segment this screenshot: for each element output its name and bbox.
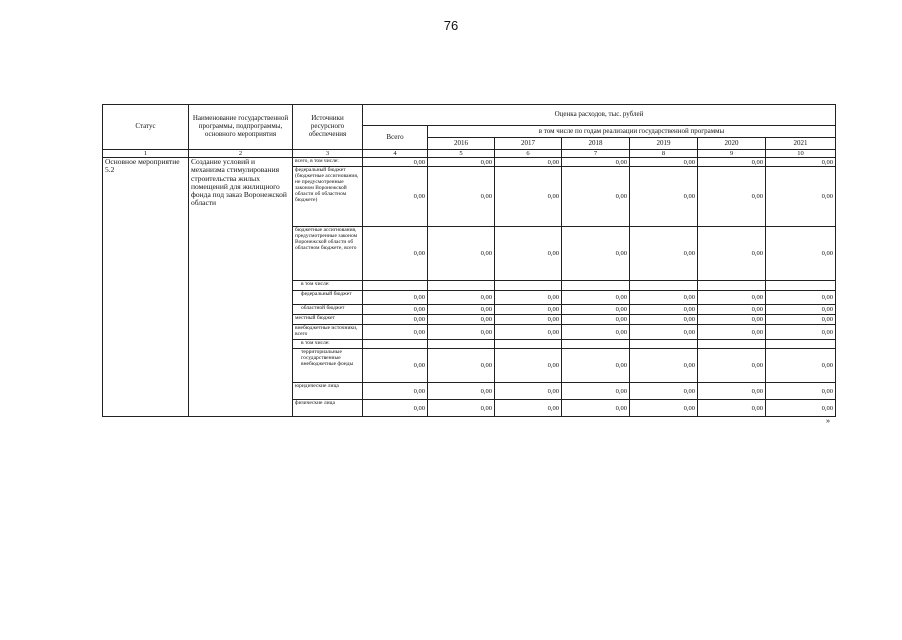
value-cell: 0,00 bbox=[630, 291, 698, 305]
value-cell: 0,00 bbox=[428, 167, 495, 227]
column-number: 1 bbox=[103, 150, 189, 158]
value-cell: 0,00 bbox=[495, 400, 562, 417]
value-cell: 0,00 bbox=[630, 167, 698, 227]
value-cell: 0,00 bbox=[766, 315, 836, 325]
value-cell bbox=[562, 340, 630, 349]
value-cell bbox=[562, 281, 630, 291]
value-cell: 0,00 bbox=[428, 291, 495, 305]
value-cell: 0,00 bbox=[428, 305, 495, 315]
source-cell: бюджетные ассигнования, предусмотренные законом Воронежской области об областном бюджете, всего bbox=[293, 227, 363, 281]
value-cell: 0,00 bbox=[630, 315, 698, 325]
source-cell: в том числе: bbox=[293, 340, 363, 349]
column-number: 4 bbox=[363, 150, 428, 158]
value-cell: 0,00 bbox=[495, 315, 562, 325]
column-number: 3 bbox=[293, 150, 363, 158]
value-cell: 0,00 bbox=[630, 349, 698, 383]
value-cell bbox=[363, 281, 428, 291]
value-cell: 0,00 bbox=[495, 305, 562, 315]
value-cell: 0,00 bbox=[630, 325, 698, 340]
value-cell: 0,00 bbox=[766, 227, 836, 281]
value-cell: 0,00 bbox=[766, 383, 836, 400]
header-year: 2019 bbox=[630, 138, 698, 150]
value-cell: 0,00 bbox=[698, 167, 766, 227]
value-cell: 0,00 bbox=[428, 383, 495, 400]
header-estimate: Оценка расходов, тыс. рублей bbox=[363, 105, 836, 126]
value-cell: 0,00 bbox=[698, 325, 766, 340]
value-cell: 0,00 bbox=[428, 349, 495, 383]
value-cell: 0,00 bbox=[630, 158, 698, 167]
value-cell: 0,00 bbox=[562, 325, 630, 340]
value-cell: 0,00 bbox=[495, 383, 562, 400]
source-cell: внебюджетные источники, всего bbox=[293, 325, 363, 340]
value-cell bbox=[630, 340, 698, 349]
source-cell: в том числе: bbox=[293, 281, 363, 291]
budget-table bbox=[102, 104, 836, 417]
value-cell: 0,00 bbox=[698, 227, 766, 281]
value-cell: 0,00 bbox=[766, 400, 836, 417]
value-cell: 0,00 bbox=[562, 167, 630, 227]
value-cell: 0,00 bbox=[562, 315, 630, 325]
value-cell: 0,00 bbox=[495, 349, 562, 383]
value-cell: 0,00 bbox=[630, 227, 698, 281]
column-number: 7 bbox=[562, 150, 630, 158]
program-name-cell: Создание условий и механизма стимулирования строительства жилых помещений для жилищного фонда под заказ Воронежской области bbox=[189, 158, 293, 417]
value-cell: 0,00 bbox=[766, 158, 836, 167]
value-cell: 0,00 bbox=[363, 305, 428, 315]
header-year: 2017 bbox=[495, 138, 562, 150]
value-cell: 0,00 bbox=[562, 349, 630, 383]
value-cell: 0,00 bbox=[766, 167, 836, 227]
value-cell: 0,00 bbox=[495, 227, 562, 281]
value-cell bbox=[495, 340, 562, 349]
value-cell bbox=[698, 281, 766, 291]
column-number: 6 bbox=[495, 150, 562, 158]
value-cell: 0,00 bbox=[630, 400, 698, 417]
value-cell: 0,00 bbox=[495, 158, 562, 167]
source-cell: областной бюджет bbox=[293, 305, 363, 315]
header-by-years: в том числе по годам реализации государственной программы bbox=[428, 126, 836, 138]
value-cell: 0,00 bbox=[562, 383, 630, 400]
value-cell: 0,00 bbox=[495, 325, 562, 340]
column-number: 10 bbox=[766, 150, 836, 158]
page-number: 76 bbox=[443, 18, 459, 33]
value-cell: 0,00 bbox=[698, 400, 766, 417]
value-cell: 0,00 bbox=[428, 400, 495, 417]
value-cell: 0,00 bbox=[495, 291, 562, 305]
header-status: Статус bbox=[103, 105, 189, 150]
value-cell: 0,00 bbox=[562, 158, 630, 167]
source-cell: юридические лица bbox=[293, 383, 363, 400]
source-cell: всего, в том числе: bbox=[293, 158, 363, 167]
value-cell bbox=[698, 340, 766, 349]
value-cell: 0,00 bbox=[428, 325, 495, 340]
value-cell bbox=[428, 281, 495, 291]
source-cell: федеральный бюджет (бюджетные ассигнования, не предусмотренные законом Воронежской области об областном бюджете) bbox=[293, 167, 363, 227]
value-cell: 0,00 bbox=[698, 315, 766, 325]
table-row bbox=[103, 158, 836, 167]
header-total: Всего bbox=[363, 126, 428, 150]
value-cell: 0,00 bbox=[766, 291, 836, 305]
value-cell: 0,00 bbox=[766, 349, 836, 383]
value-cell: 0,00 bbox=[363, 383, 428, 400]
value-cell: 0,00 bbox=[562, 291, 630, 305]
value-cell: 0,00 bbox=[363, 400, 428, 417]
header-sources: Источники ресурсного обеспечения bbox=[293, 105, 363, 150]
value-cell: 0,00 bbox=[363, 227, 428, 281]
value-cell: 0,00 bbox=[495, 167, 562, 227]
header-year: 2021 bbox=[766, 138, 836, 150]
column-number: 2 bbox=[189, 150, 293, 158]
value-cell bbox=[766, 340, 836, 349]
value-cell bbox=[630, 281, 698, 291]
value-cell: 0,00 bbox=[428, 227, 495, 281]
value-cell: 0,00 bbox=[562, 305, 630, 315]
continuation-mark: » bbox=[826, 418, 830, 425]
value-cell: 0,00 bbox=[363, 291, 428, 305]
value-cell: 0,00 bbox=[698, 383, 766, 400]
value-cell: 0,00 bbox=[698, 305, 766, 315]
value-cell: 0,00 bbox=[766, 325, 836, 340]
value-cell: 0,00 bbox=[630, 383, 698, 400]
value-cell bbox=[428, 340, 495, 349]
value-cell: 0,00 bbox=[428, 158, 495, 167]
value-cell: 0,00 bbox=[363, 325, 428, 340]
header-year: 2016 bbox=[428, 138, 495, 150]
source-cell: федеральный бюджет bbox=[293, 291, 363, 305]
status-cell: Основное мероприятие 5.2 bbox=[103, 158, 189, 417]
value-cell bbox=[363, 340, 428, 349]
value-cell: 0,00 bbox=[363, 167, 428, 227]
value-cell bbox=[766, 281, 836, 291]
column-number: 9 bbox=[698, 150, 766, 158]
source-cell: местный бюджет bbox=[293, 315, 363, 325]
value-cell: 0,00 bbox=[630, 305, 698, 315]
header-year: 2018 bbox=[562, 138, 630, 150]
value-cell: 0,00 bbox=[766, 305, 836, 315]
source-cell: физические лица bbox=[293, 400, 363, 417]
value-cell: 0,00 bbox=[562, 400, 630, 417]
value-cell: 0,00 bbox=[698, 291, 766, 305]
value-cell: 0,00 bbox=[363, 158, 428, 167]
value-cell: 0,00 bbox=[363, 349, 428, 383]
column-number: 8 bbox=[630, 150, 698, 158]
column-number: 5 bbox=[428, 150, 495, 158]
value-cell: 0,00 bbox=[363, 315, 428, 325]
value-cell: 0,00 bbox=[562, 227, 630, 281]
source-cell: территориальные государственные внебюджетные фонды bbox=[293, 349, 363, 383]
header-program-name: Наименование государственной программы, подпрограммы, основного мероприятия bbox=[189, 105, 293, 150]
value-cell: 0,00 bbox=[698, 158, 766, 167]
value-cell: 0,00 bbox=[698, 349, 766, 383]
value-cell bbox=[495, 281, 562, 291]
header-year: 2020 bbox=[698, 138, 766, 150]
value-cell: 0,00 bbox=[428, 315, 495, 325]
